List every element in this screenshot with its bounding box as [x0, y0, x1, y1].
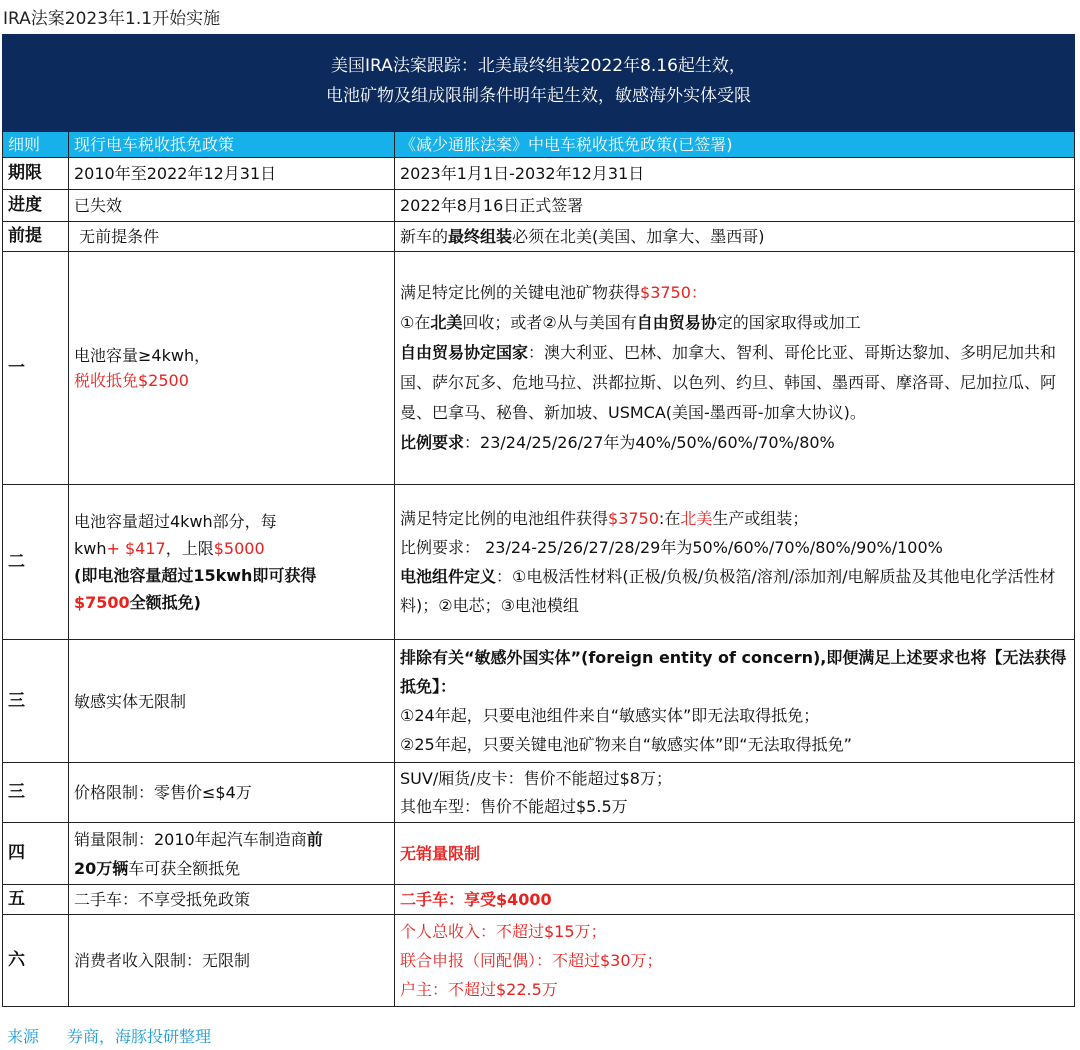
battery-capacity-text: 电池容量≥4kwh，	[74, 346, 211, 365]
current-policy-cell	[69, 252, 395, 485]
table-row-three-b	[3, 763, 1075, 823]
table-row-one	[3, 252, 1075, 485]
current-policy-cell	[69, 485, 395, 640]
source-text-b: 北美	[430, 313, 463, 332]
sales-volume: 20万辆	[74, 858, 129, 878]
cap-amount: $5000	[213, 539, 265, 558]
source-note	[7, 1024, 211, 1047]
individual-income-line: 个人总收入：不超过$15万；	[400, 922, 607, 941]
mineral-requirement-line	[400, 278, 1069, 308]
new-policy-cell: 2023年1月1日-2032年12月31日	[395, 158, 1075, 190]
new-policy-cell	[395, 640, 1075, 763]
sales-limit-line-2	[74, 854, 389, 883]
row-label: 二	[3, 485, 69, 640]
row-label: 四	[3, 823, 69, 885]
component-ratio-line: 比例要求： 23/24-25/26/27/28/29年为50%/60%/70%/80%/90%/100%	[400, 538, 943, 557]
ratio-requirement-line	[400, 428, 1069, 458]
table-row-period	[3, 158, 1075, 190]
current-policy-cell	[69, 222, 395, 252]
premise-current-text: 无前提条件	[79, 227, 160, 246]
cap-text: ，上限	[165, 539, 214, 558]
component-definition-line	[400, 562, 1069, 620]
row-label: 进度	[3, 190, 69, 222]
full-credit-text: 全额抵免)	[129, 593, 201, 612]
foreign-entity-line: 排除有关“敏感外国实体”(foreign entity of concern),即便满足上述要求也将【无法获得抵免】：	[400, 648, 1067, 696]
current-policy-cell: 消费者收入限制：无限制	[69, 915, 395, 1007]
tax-credit-text: 税收抵免$2500	[74, 371, 189, 390]
current-policy-cell	[69, 823, 395, 885]
row-label: 三	[3, 763, 69, 823]
row-label: 期限	[3, 158, 69, 190]
battery-mineral-entity-line: ②25年起，只要关键电池矿物来自“敏感实体”即“无法取得抵免”	[400, 735, 852, 754]
full-credit-amount: $7500	[74, 593, 130, 612]
battery-component-entity-line: ①24年起，只要电池组件来自“敏感实体”即无法取得抵免；	[400, 706, 820, 725]
header-detail: 细则	[3, 132, 69, 158]
premise-text-emphasis: 最终组装	[448, 227, 513, 246]
banner-line-2: 电池矿物及组成限制条件明年起生效，敏感海外实体受限	[326, 86, 751, 106]
row-label: 三	[3, 640, 69, 763]
definition-text: ：①电极活性材料(正极/负极/负极箔/溶剂/添加剂/电解质盐及其他电化学活性材料)；②电芯；③电池模组	[400, 567, 1056, 615]
component-requirement-line	[400, 504, 1069, 533]
fta-countries: ：澳大利亚、巴林、加拿大、智利、哥伦比亚、哥斯达黎加、多明尼加共和国、萨尔瓦多、危地马拉、洪都拉斯、以色列、约旦、韩国、墨西哥、摩洛哥、尼加拉瓜、阿曼、巴拿马、秘鲁、新加坡、USMCA(美国-墨西哥-加拿大协议)。	[400, 343, 1057, 422]
row-label: 一	[3, 252, 69, 485]
suv-price-line: SUV/厢货/皮卡：售价不能超过$8万；	[400, 768, 672, 788]
new-policy-cell	[395, 222, 1075, 252]
component-amount: $3750	[608, 509, 659, 528]
table-row-four	[3, 823, 1075, 885]
new-policy-cell	[395, 252, 1075, 485]
premise-text-a: 新车的	[400, 227, 449, 246]
title-banner	[2, 34, 1075, 131]
sales-limit-text: 销量限制：2010年起汽车制造商	[74, 829, 307, 849]
joint-income-line: 联合申报（同配偶）：不超过$30万；	[400, 951, 663, 970]
current-policy-cell: 已失效	[69, 190, 395, 222]
table-row-two	[3, 485, 1075, 640]
table-row-three-a	[3, 640, 1075, 763]
capacity-above-text: 电池容量超过4kwh部分，每	[74, 512, 277, 531]
household-income-line: 户主：不超过$22.5万	[400, 980, 558, 999]
per-kwh-amount: + $417	[106, 539, 166, 558]
component-text-c: 生产或组装；	[712, 509, 809, 528]
current-policy-cell: 2010年至2022年12月31日	[69, 158, 395, 190]
new-policy-cell	[395, 763, 1075, 823]
table-header-row	[3, 132, 1075, 158]
table-row-six	[3, 915, 1075, 1007]
row-label: 前提	[3, 222, 69, 252]
new-policy-cell: 2022年8月16日正式签署	[395, 190, 1075, 222]
kwh-text: kwh	[74, 539, 107, 558]
row-label: 五	[3, 885, 69, 915]
component-text: 满足特定比例的电池组件获得	[400, 509, 609, 528]
new-policy-cell	[395, 915, 1075, 1007]
fta-label: 自由贸易协定国家	[400, 343, 529, 362]
component-text-b: :在	[658, 509, 681, 528]
other-price-line: 其他车型：售价不能超过$5.5万	[400, 796, 628, 816]
current-policy-cell: 敏感实体无限制	[69, 640, 395, 763]
header-ira-policy: 《减少通胀法案》中电车税收抵免政策(已签署)	[395, 132, 1075, 158]
new-policy-cell: 二手车：享受$4000	[395, 885, 1075, 915]
fta-countries-line	[400, 338, 1069, 428]
page-caption: IRA法案2023年1.1开始实施	[3, 9, 221, 29]
sales-limit-emphasis: 前	[306, 829, 323, 849]
table-row-five	[3, 885, 1075, 915]
ratio-values: ：23/24/25/26/27年为40%/50%/60%/70%/80%	[464, 433, 835, 452]
component-region: 北美	[680, 509, 713, 528]
header-current-policy: 现行电车税收抵免政策	[69, 132, 395, 158]
current-policy-cell: 价格限制：零售价≤$4万	[69, 763, 395, 823]
per-kwh-line	[74, 535, 389, 562]
policy-table	[2, 131, 1075, 1007]
table-row-progress	[3, 190, 1075, 222]
premise-text-c: 必须在北美(美国、加拿大、墨西哥)	[512, 227, 765, 246]
mineral-source-line	[400, 308, 1069, 338]
definition-label: 电池组件定义	[400, 567, 497, 586]
row-label: 六	[3, 915, 69, 1007]
sales-limit-text-b: 车可获全额抵免	[128, 858, 241, 878]
source-text-a: ①在	[400, 313, 431, 332]
ratio-label: 比例要求	[400, 433, 465, 452]
sales-limit-line	[74, 825, 389, 854]
table-row-premise	[3, 222, 1075, 252]
source-text-c: 回收；或者②从与美国有	[462, 313, 637, 332]
full-credit-line: (即电池容量超过15kwh即可获得	[74, 566, 317, 585]
source-text-d: 自由贸易协	[636, 313, 717, 332]
current-policy-cell: 二手车：不享受抵免政策	[69, 885, 395, 915]
mineral-amount: $3750：	[640, 283, 707, 302]
source-text-e: 定的国家取得或加工	[716, 313, 861, 332]
banner-line-1: 美国IRA法案跟踪：北美最终组装2022年8.16起生效，	[331, 56, 746, 76]
mineral-text: 满足特定比例的关键电池矿物获得	[400, 283, 641, 302]
full-credit-amount-line	[74, 589, 389, 616]
new-policy-cell: 无销量限制	[395, 823, 1075, 885]
source-text: 券商，海豚投研整理	[67, 1027, 212, 1046]
source-label: 来源	[7, 1027, 40, 1046]
new-policy-cell	[395, 485, 1075, 640]
